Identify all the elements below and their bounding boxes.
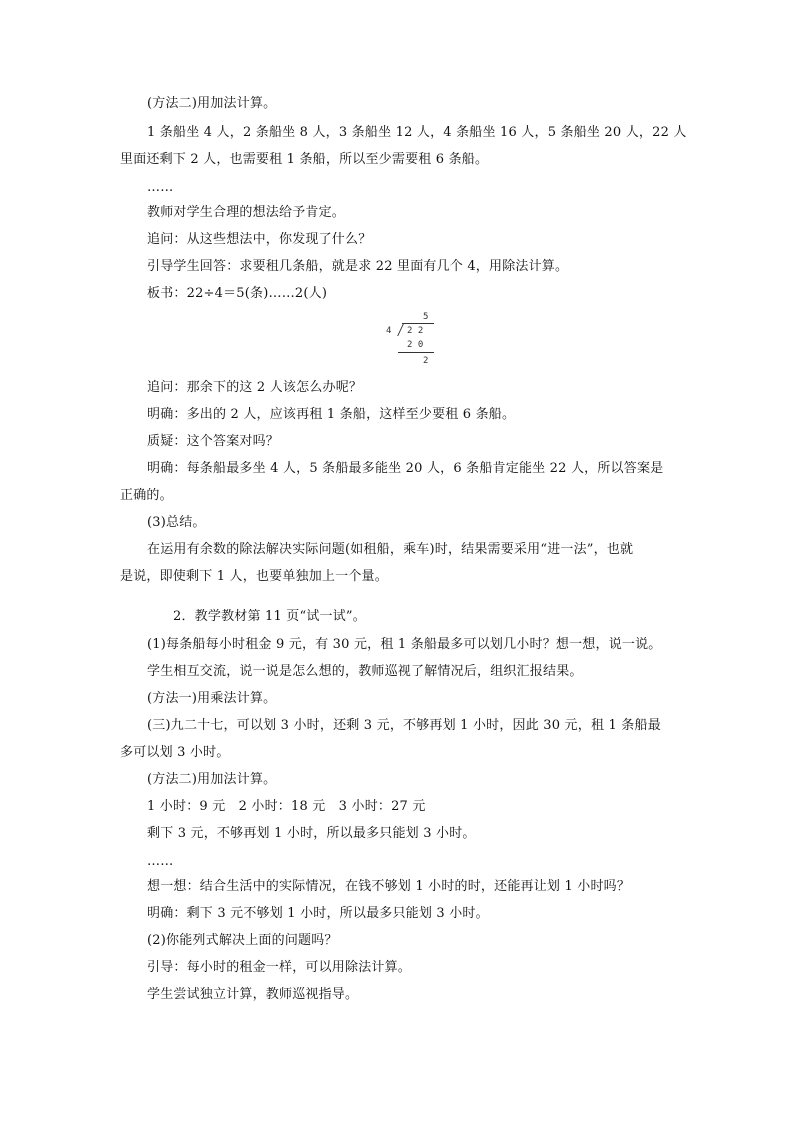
division-quotient: 5 [423,312,429,322]
paragraph-formula-question: (2)你能列式解决上面的问题吗？ [147,933,338,948]
paragraph-follow-up-question: 追问：从这些想法中，你发现了什么？ [147,232,372,247]
division-top-rule [402,323,434,324]
paragraph-clarify-three-hours: 明确：剩下 3 元不够划 1 小时，所以最多只能划 3 小时。 [147,906,489,921]
ellipsis-2: …… [147,854,174,869]
paragraph-think: 想一想：结合生活中的实际情况，在钱不够划 1 小时的时，还能再让划 1 小时吗？ [147,879,631,894]
division-divisor: 4 [386,326,392,336]
paragraph-method-two-addition: (方法二)用加法计算。 [147,96,277,111]
paragraph-clarify-six-boats: 明确：多出的 2 人，应该再租 1 条船，这样至少要租 6 条船。 [147,407,516,422]
paragraph-question-answer: 质疑：这个答案对吗？ [147,434,280,449]
paragraph-multiplication: (三)九二十七，可以划 3 小时，还剩 3 元，不够再划 1 小时，因此 30 元，租 1 条船最 [147,718,661,733]
section-heading-try: 2．教学教材第 11 页“试一试”。 [173,609,366,624]
paragraph-guide-answer: 引导学生回答：求要租几条船，就是求 22 里面有几个 4，用除法计算。 [147,259,569,274]
long-division-figure [386,312,446,368]
division-remainder: 2 [423,356,429,366]
paragraph-boat-count: 1 条船坐 4 人，2 条船坐 8 人，3 条船坐 12 人，4 条船坐 16 人，5 条船坐 20 人，22 人 [147,125,687,140]
division-bracket [397,324,404,336]
paragraph-board-writing: 板书：22÷4＝5(条)……2(人) [147,286,328,301]
paragraph-clarify-max-cont: 正确的。 [120,488,173,503]
division-product: 2 0 [407,340,424,350]
ellipsis: …… [147,180,174,195]
paragraph-hour-costs: 1 小时：9 元 2 小时：18 元 3 小时：27 元 [147,799,426,814]
paragraph-method-two: (方法二)用加法计算。 [147,772,277,787]
paragraph-follow-up-remainder: 追问：那余下的这 2 人该怎么办呢？ [147,380,363,395]
paragraph-guide-division: 引导：每小时的租金一样，可以用除法计算。 [147,960,412,975]
paragraph-clarify-max: 明确：每条船最多坐 4 人，5 条船最多能坐 20 人，6 条船肯定能坐 22 人，所以答案是 [147,461,664,476]
paragraph-leftover: 剩下 3 元，不够再划 1 小时，所以最多只能划 3 小时。 [147,826,476,841]
paragraph-summary-cont: 是说，即使剩下 1 人，也要单独加上一个量。 [120,569,388,584]
division-dividend: 2 2 [407,326,424,336]
paragraph-teacher-affirm: 教师对学生合理的想法给予肯定。 [147,205,346,220]
paragraph-students-discuss: 学生相互交流，说一说是怎么想的，教师巡视了解情况后，组织汇报结果。 [147,664,583,679]
paragraph-independent-calc: 学生尝试独立计算，教师巡视指导。 [147,987,359,1002]
paragraph-method-one: (方法一)用乘法计算。 [147,691,277,706]
paragraph-summary-heading: (3)总结。 [147,515,206,530]
paragraph-summary: 在运用有余数的除法解决实际问题(如租船，乘车)时，结果需要采用“进一法”，也就 [147,542,634,557]
paragraph-boat-count-cont: 里面还剩下 2 人，也需要租 1 条船，所以至少需要租 6 条船。 [120,152,489,167]
paragraph-multiplication-cont: 多可以划 3 小时。 [120,745,230,760]
paragraph-rent-problem: (1)每条船每小时租金 9 元，有 30 元，租 1 条船最多可以划几小时？想一想，说一说。 [147,637,662,652]
division-subtract-rule [398,352,434,353]
